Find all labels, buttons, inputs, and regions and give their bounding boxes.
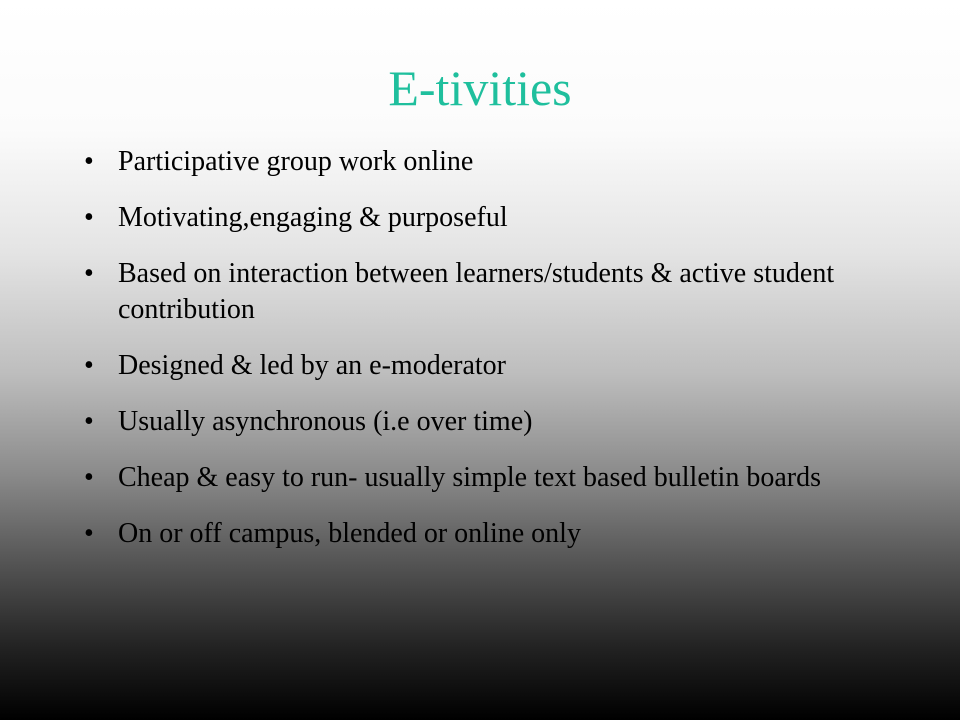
bullet-text: On or off campus, blended or online only [118,518,581,549]
bullet-item [84,144,884,180]
bullet-marker: • [84,202,94,233]
bullet-text: Based on interaction between learners/students & active student contribution [118,258,835,325]
bullet-item [84,200,884,236]
bullet-marker: • [84,462,94,493]
bullet-list [84,144,884,572]
bullet-item [84,404,884,440]
bullet-item [84,348,884,384]
bullet-marker: • [84,146,94,177]
bullet-marker: • [84,406,94,437]
bullet-marker: • [84,518,94,549]
bullet-text: Usually asynchronous (i.e over time) [118,406,533,437]
bullet-item [84,516,884,552]
bullet-marker: • [84,350,94,381]
bullet-text: Motivating,engaging & purposeful [118,202,508,233]
bullet-text: Designed & led by an e-moderator [118,350,506,381]
slide-title: E-tivities [388,60,572,116]
bullet-text: Cheap & easy to run- usually simple text based bulletin boards [118,462,821,493]
bullet-item [84,460,884,496]
bullet-marker: • [84,258,94,289]
bullet-item [84,256,884,328]
bullet-text: Participative group work online [118,146,474,177]
